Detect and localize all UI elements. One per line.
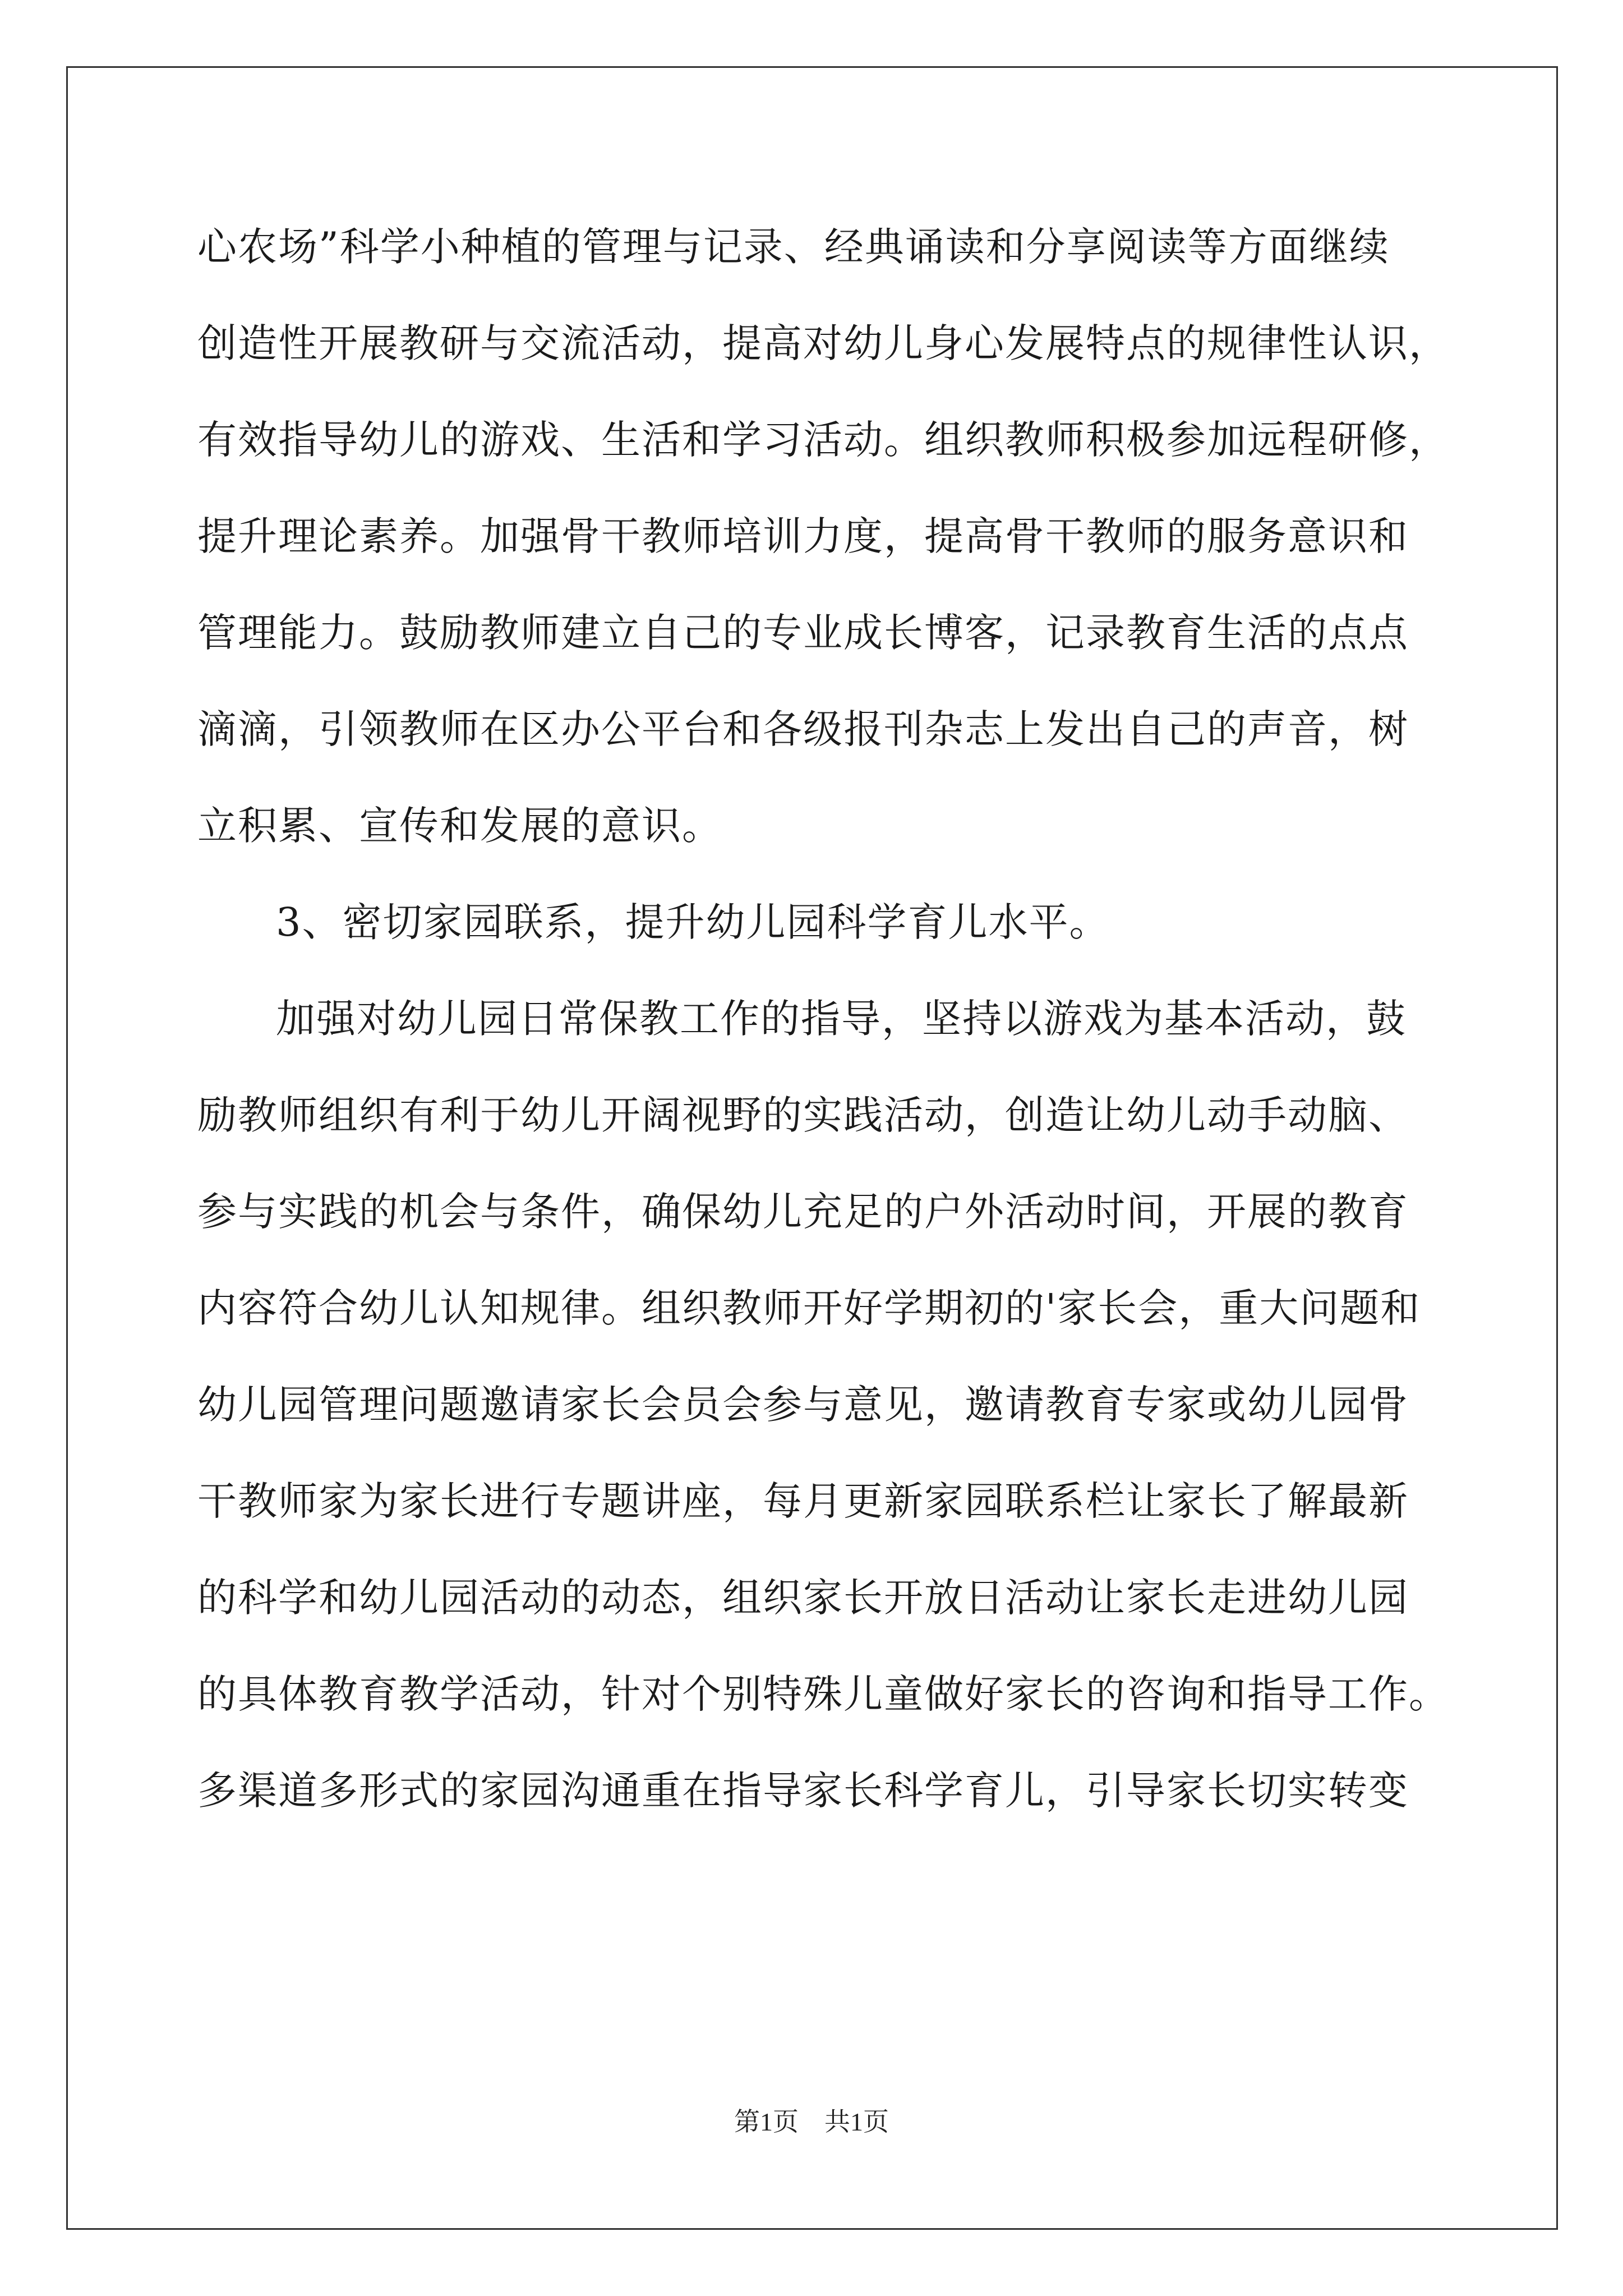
text-line: 管理能力。鼓励教师建立自己的专业成长博客，记录教育生活的点点 <box>197 610 1409 656</box>
text-line: 干教师家为家长进行专题讲座，每月更新家园联系栏让家长了解最新 <box>197 1478 1409 1524</box>
text-line: 提升理论素养。加强骨干教师培训力度，提高骨干教师的服务意识和 <box>197 513 1409 559</box>
text-line: 参与实践的机会与条件，确保幼儿充足的户外活动时间，开展的教育 <box>197 1189 1409 1235</box>
document-body <box>197 213 1449 1853</box>
text-line: 的具体教育教学活动，针对个别特殊儿童做好家长的咨询和指导工作。 <box>197 1671 1449 1717</box>
section-heading: 3、密切家园联系，提升幼儿园科学育儿水平。 <box>276 899 1110 945</box>
paragraph-first-line: 加强对幼儿园日常保教工作的指导，坚持以游戏为基本活动，鼓 <box>276 996 1407 1042</box>
text-line: 的科学和幼儿园活动的动态，组织家长开放日活动让家长走进幼儿园 <box>197 1575 1409 1621</box>
text-line: 励教师组织有利于幼儿开阔视野的实践活动，创造让幼儿动手动脑、 <box>197 1092 1409 1138</box>
text-line: 心农场”科学小种植的管理与记录、经典诵读和分享阅读等方面继续 <box>197 224 1390 270</box>
text-line: 多渠道多形式的家园沟通重在指导家长科学育儿，引导家长切实转变 <box>197 1768 1409 1814</box>
text-line: 创造性开展教研与交流活动，提高对幼儿身心发展特点的规律性认识， <box>197 320 1449 366</box>
text-line: 内容符合幼儿认知规律。组织教师开好学期初的'家长会，重大问题和 <box>197 1285 1421 1331</box>
text-line: 立积累、宣传和发展的意识。 <box>197 803 722 849</box>
page-number-footer: 第1页 共1页 <box>734 2108 889 2136</box>
text-line: 有效指导幼儿的游戏、生活和学习活动。组织教师积极参加远程研修， <box>197 417 1449 463</box>
text-line: 滴滴，引领教师在区办公平台和各级报刊杂志上发出自己的声音，树 <box>197 706 1409 752</box>
text-line: 幼儿园管理问题邀请家长会员会参与意见，邀请教育专家或幼儿园骨 <box>197 1382 1409 1428</box>
